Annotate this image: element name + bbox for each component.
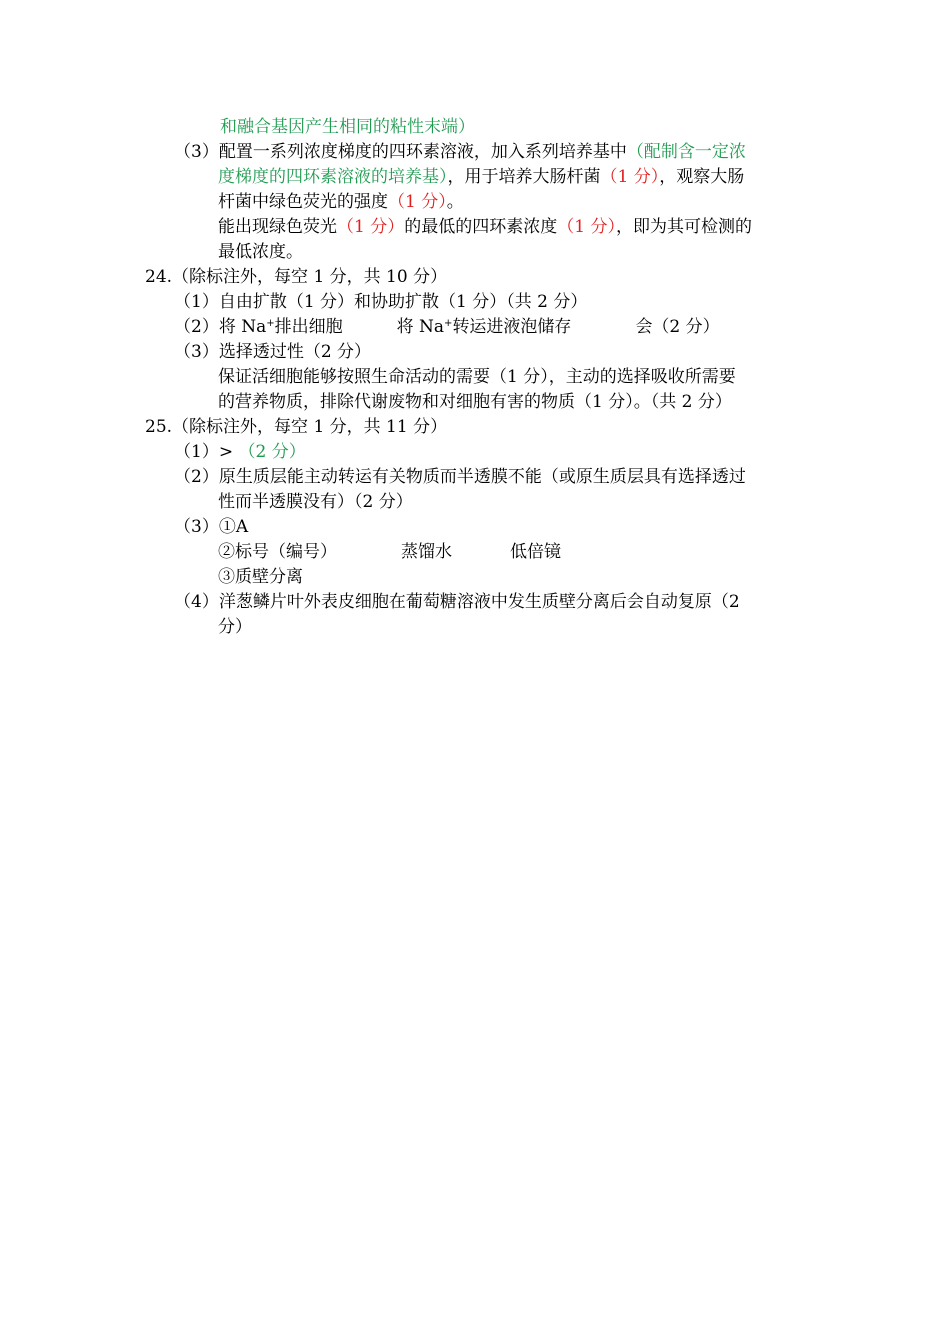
q23-line0-text: 和融合基因产生相同的粘性末端）: [220, 117, 475, 137]
q23-line-sticky-end: [220, 115, 475, 140]
q23-p3-text: 最低浓度。: [218, 242, 303, 262]
sodium-charge-superscript: +: [266, 318, 275, 329]
q25-part4-line1: [174, 590, 740, 615]
q25-part2-line1: [174, 465, 746, 490]
q25-p3-text: ③质壁分离: [218, 567, 303, 587]
q25-part3-line3: [218, 565, 303, 590]
q25-p4-text: （4）洋葱鳞片叶外表皮细胞在葡萄糖溶液中发生质壁分离后会自动复原（2: [174, 592, 740, 612]
q23-p3-green-note-cont: 度梯度的四环素溶液的培养基）: [218, 167, 448, 187]
q25-header-text: 25.（除标注外，每空 1 分，共 11 分）: [145, 417, 448, 437]
q23-part3-line3: [218, 190, 464, 215]
q24-p3-text: 的营养物质，排除代谢废物和对细胞有害的物质（1 分）。（共 2 分）: [218, 392, 732, 412]
q25-part3-line2: [218, 540, 561, 565]
q25-p1-text: （1）>: [174, 442, 234, 462]
q25-part2-line2: [218, 490, 413, 515]
q24-part2: [174, 315, 720, 340]
q24-header: [145, 265, 447, 290]
q23-part3-line1: [174, 140, 746, 165]
q23-p3-score: （1 分）: [337, 217, 405, 237]
q23-part3-line5: [218, 240, 303, 265]
q23-part3-line2: [218, 165, 744, 190]
q24-part3: [174, 340, 371, 365]
q23-p3-green-note: （配制含一定浓: [626, 142, 746, 162]
q25-p2-text: 性而半透膜没有）（2 分）: [218, 492, 413, 512]
q23-p3-text: 。: [446, 192, 464, 212]
q23-p3-score: （1 分）: [557, 217, 616, 237]
q25-header: [145, 415, 447, 440]
q23-p3-text: ，即为其可检测的: [615, 217, 752, 237]
q25-p3-text: （3）①A: [174, 517, 249, 537]
q25-p4-text: 分）: [218, 617, 252, 637]
q23-p3-score: （1 分）: [388, 192, 447, 212]
q23-part3-line4: [218, 215, 752, 240]
q25-p3-answer: ②标号（编号）: [218, 542, 337, 562]
q24-part1: [174, 290, 587, 315]
q23-p3-text: ，用于培养大肠杆菌: [447, 167, 601, 187]
q24-part3-line2: [218, 365, 736, 390]
q23-p3-score: （1 分）: [600, 167, 660, 187]
q23-p3-text: 能出现绿色荧光: [218, 217, 337, 237]
q25-p3-answer: 蒸馏水: [401, 542, 452, 562]
q25-p1-score: （2 分）: [238, 442, 306, 462]
q23-p3-text: 的最低的四环素浓度: [404, 217, 558, 237]
q23-p3-text: 杆菌中绿色荧光的强度: [218, 192, 388, 212]
q25-part1: [174, 440, 306, 465]
q24-p3-text: 保证活细胞能够按照生命活动的需要（1 分），主动的选择吸收所需要: [218, 367, 736, 387]
q24-p2-text: 将 Na: [396, 317, 445, 337]
q24-p2-answer1: 排出细胞: [274, 317, 343, 337]
q24-header-text: 24.（除标注外，每空 1 分，共 10 分）: [145, 267, 448, 287]
q25-p2-text: （2）原生质层能主动转运有关物质而半透膜不能（或原生质层具有选择透过: [174, 467, 746, 487]
q24-p2-answer2: 转运进液泡储存: [452, 317, 572, 337]
q25-part3-line1: [174, 515, 248, 540]
q24-p1-text: （1）自由扩散（1 分）和协助扩散（1 分）（共 2 分）: [174, 292, 588, 312]
q23-p3-text: ，观察大肠: [659, 167, 745, 187]
q24-p2-answer3: 会（2 分）: [635, 317, 720, 337]
q24-part3-line3: [218, 390, 732, 415]
sodium-charge-superscript: +: [444, 318, 453, 329]
q25-p3-answer: 低倍镜: [510, 542, 561, 562]
q25-part4-line2: [218, 615, 252, 640]
q24-p2-text: （2）将 Na: [174, 317, 267, 337]
q23-p3-text: （3）配置一系列浓度梯度的四环素溶液，加入系列培养基中: [174, 142, 627, 162]
q24-p3-text: （3）选择透过性（2 分）: [174, 342, 372, 362]
